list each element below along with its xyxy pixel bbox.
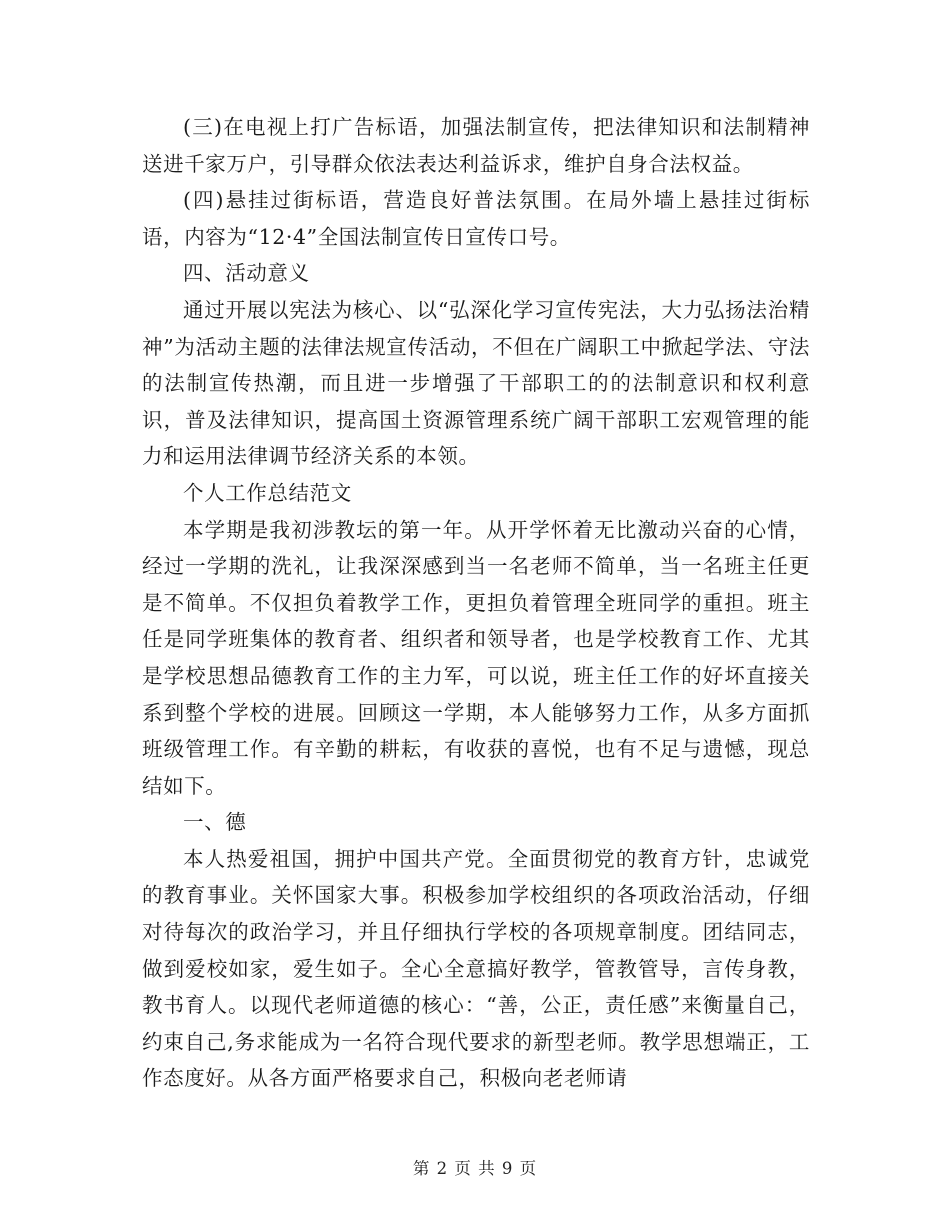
section-heading-activity-significance: 四、活动意义 xyxy=(183,261,310,286)
section-heading-morality: 一、德 xyxy=(183,810,247,835)
paragraph-activity-significance: 通过开展以宪法为核心、以“弘深化学习宣传宪法，大力弘扬法治精神”为活动主题的法律法规宣传活动，不但在广阔职工中掀起学法、守法的法制宣传热潮，而且进一步增强了干部职工的的法制意识和权利意识，普及法律知识，提高国土资源管理系统广阔干部职工宏观管理的能力和运用法律调节经济关系的本领。 xyxy=(142,297,810,469)
paragraph-publicity-banners: (四)悬挂过街标语，营造良好普法氛围。在局外墙上悬挂过街标语，内容为“12·4”全国法制宣传日宣传口号。 xyxy=(142,188,810,249)
document-body xyxy=(142,109,810,1097)
paragraph-morality: 本人热爱祖国，拥护中国共产党。全面贯彻党的教育方针，忠诚党的教育事业。关怀国家大事。积极参加学校组织的各项政治活动，仔细对待每次的政治学习，并且仔细执行学校的各项规章制度。团结同志，做到爱校如家，爱生如子。全心全意搞好教学，管教管导，言传身教，教书育人。以现代老师道德的核心：“善，公正，责任感”来衡量自己，约束自己,务求能成为一名符合现代要求的新型老师。教学思想端正，工作态度好。从各方面严格要求自己，积极向老老师请 xyxy=(142,846,810,1091)
paragraph-summary-intro: 本学期是我初涉教坛的第一年。从开学怀着无比激动兴奋的心情，经过一学期的洗礼，让我深深感到当一名老师不简单，当一名班主任更是不简单。不仅担负着教学工作，更担负着管理全班同学的重担。班主任是同学班集体的教育者、组织者和领导者，也是学校教育工作、尤其是学校思想品德教育工作的主力军，可以说，班主任工作的好坏直接关系到整个学校的进展。回顾这一学期，本人能够努力工作，从多方面抓班级管理工作。有辛勤的耕耘，有收获的喜悦，也有不足与遗憾，现总结如下。 xyxy=(142,517,810,798)
document-title-work-summary: 个人工作总结范文 xyxy=(183,480,352,505)
paragraph-publicity-tv: (三)在电视上打广告标语，加强法制宣传，把法律知识和法制精神送进千家万户，引导群众依法表达利益诉求，维护自身合法权益。 xyxy=(142,115,810,176)
page-number-footer: 第 2 页 共 9 页 xyxy=(412,1159,538,1178)
